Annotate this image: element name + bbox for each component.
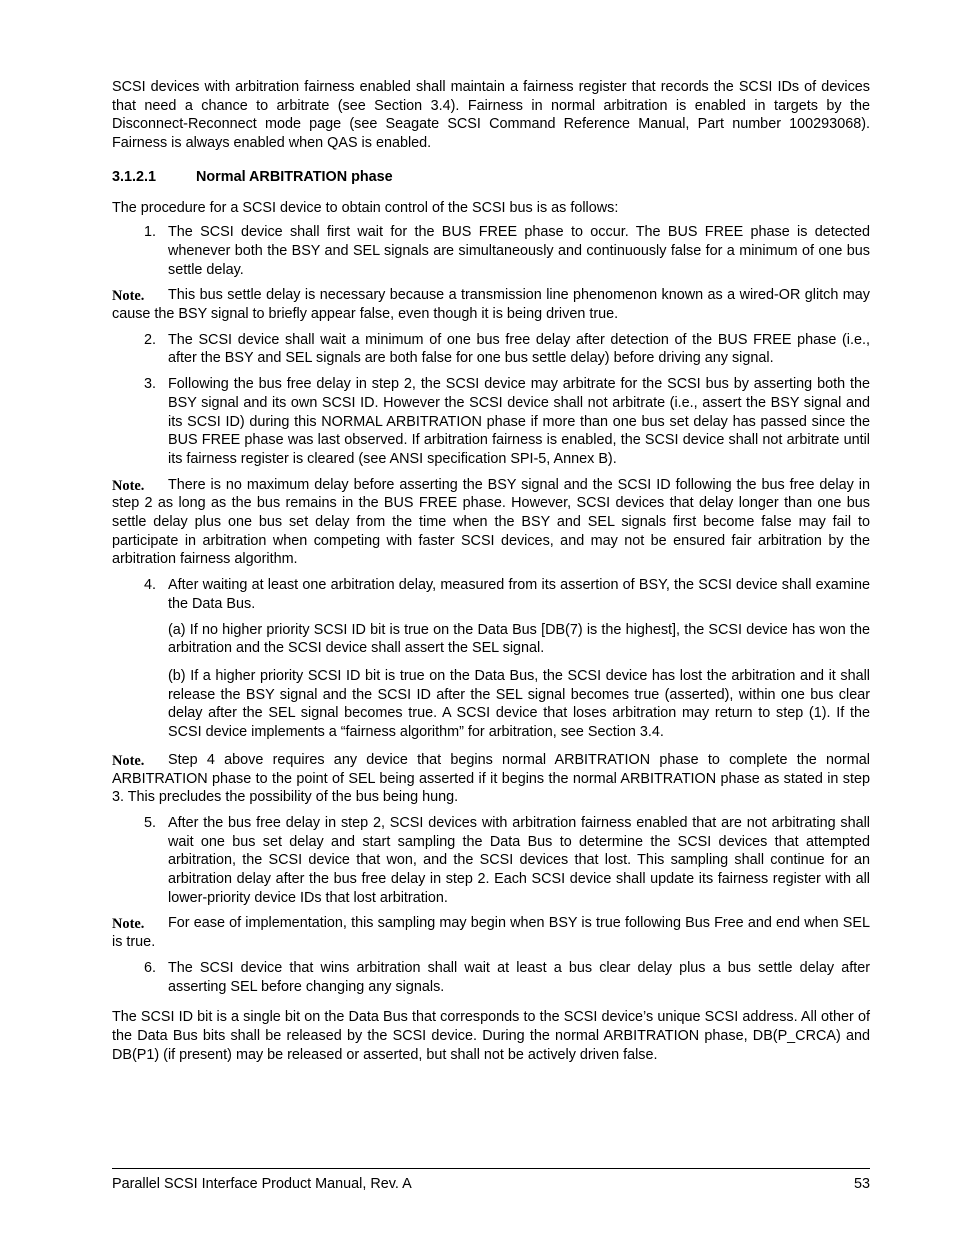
closing-paragraph: The SCSI ID bit is a single bit on the Data Bus that corresponds to the SCSI device’s unique SCSI address. All other of the Data Bus bits shall be released by the SCSI device. During the normal ARBITRATION phase, DB(P_CRCA) and DB(P1) (if present) may be released or asserted, but shall not be actively driven false.: [112, 1009, 870, 1063]
step-text: Following the bus free delay in step 2, the SCSI device may arbitrate for the SCSI bus by asserting both the BSY signal and its own SCSI ID. However the SCSI device shall not arbitrate (i.e., assert the BSY signal and its SCSI ID) during this NORMAL ARBITRATION phase if more than one bus set delay has passed since the BUS FREE phase was last observed. If arbitration fairness is enabled, the SCSI device shall not arbitrate until its fairness register is cleared (see ANSI specification SPI-5, Annex B).: [168, 376, 870, 467]
step-number: 6.: [144, 959, 157, 976]
note-label: Note.: [112, 752, 145, 769]
lead-paragraph: The procedure for a SCSI device to obtain control of the SCSI bus is as follows:: [112, 199, 619, 216]
step-number: 1.: [144, 224, 157, 241]
footer-divider: [112, 1168, 870, 1169]
step-text: After waiting at least one arbitration delay, measured from its assertion of BSY, the SCSI device shall examine the Data Bus.: [168, 577, 870, 612]
page-footer: [112, 1176, 870, 1192]
step-5: [112, 814, 870, 908]
page-number: 53: [853, 1176, 870, 1192]
step-number: 5.: [144, 814, 157, 831]
section-heading: [112, 168, 870, 187]
note-label: Note.: [112, 288, 145, 305]
step-number: 3.: [144, 376, 157, 393]
footer-title: Parallel SCSI Interface Product Manual, Rev. A: [112, 1176, 412, 1192]
step-text: The SCSI device shall wait a minimum of one bus free delay after detection of the BUS FREE phase (i.e., after the BSY and SEL signals are both false for one bus settle delay) before driving any signal.: [168, 331, 870, 367]
step-2: [112, 331, 870, 368]
note-text: Step 4 above requires any device that begins normal ARBITRATION phase to complete the normal ARBITRATION phase to the point of SEL being asserted if it begins the normal ARBITRATION phase as stated in step 3. This precludes the possibility of the bus being hung.: [112, 751, 870, 806]
step-4b: (b) If a higher priority SCSI ID bit is true on the Data Bus, the SCSI device has lost the arbitration and it shall release the BSY signal and the SCSI ID after the SEL signal becomes true (asserted), within one bus clear delay after the SEL signal becomes true. A SCSI device that loses arbitration may return to step (1). If the SCSI device implements a “fairness algorithm” for arbitration, see Section 3.4.: [168, 667, 870, 741]
note-2: [112, 476, 870, 570]
step-3: [112, 375, 870, 469]
step-number: 2.: [144, 331, 157, 348]
note-text: For ease of implementation, this sampling may begin when BSY is true following Bus Free and end when SEL is true.: [112, 915, 870, 951]
document-body: [112, 78, 870, 1064]
note-text: There is no maximum delay before asserting the BSY signal and the SCSI ID following the bus free delay in step 2 as long as the bus remains in the BUS FREE phase. However, SCSI devices that delay longer than one bus settle delay plus one bus set delay from the time when the BSY and SEL signals first become false may fail to participate in arbitration when competing with faster SCSI devices, and may not be ensured fair arbitration by the arbitration fairness algorithm.: [112, 476, 870, 568]
section-number: 3.1.2.1: [112, 168, 157, 185]
note-4: [112, 914, 870, 951]
step-text: The SCSI device that wins arbitration shall wait at least a bus clear delay plus a bus settle delay after asserting SEL before changing any signals.: [168, 959, 870, 995]
step-text: After the bus free delay in step 2, SCSI devices with arbitration fairness enabled that are not arbitrating shall wait one bus set delay and start sampling the Data Bus to determine the SCSI devices that attempted arbitration, the SCSI device that won, and the SCSI devices that lost. This sampling shall continue for an arbitration delay after the bus free delay in step 2. Each SCSI device shall update its fairness register with all lower-priority device IDs that lost arbitration.: [168, 814, 870, 906]
step-6: [112, 959, 870, 996]
step-4a: (a) If no higher priority SCSI ID bit is true on the Data Bus [DB(7) is the highest], the SCSI device has won the arbitration and the SCSI device shall assert the SEL signal.: [168, 621, 870, 657]
section-title: Normal ARBITRATION phase: [196, 168, 393, 185]
note-label: Note.: [112, 477, 145, 494]
step-4: [112, 576, 870, 613]
step-1: [112, 223, 870, 279]
note-label: Note.: [112, 916, 145, 933]
note-text: This bus settle delay is necessary because a transmission line phenomenon known as a wired-OR glitch may cause the BSY signal to briefly appear false, even though it is being driven true.: [112, 287, 870, 323]
note-1: [112, 286, 870, 323]
step-text: The SCSI device shall first wait for the BUS FREE phase to occur. The BUS FREE phase is detected whenever both the BSY and SEL signals are simultaneously and continuously false for a minimum of one bus settle delay.: [168, 224, 870, 278]
step-number: 4.: [144, 577, 157, 594]
note-3: [112, 751, 870, 807]
intro-paragraph: SCSI devices with arbitration fairness enabled shall maintain a fairness register that records the SCSI IDs of devices that need a chance to arbitrate (see Section 3.4). Fairness in normal arbitration is enabled in targets by the Disconnect-Reconnect mode page (see Seagate SCSI Command Reference Manual, Part number 100293068). Fairness is always enabled when QAS is enabled.: [112, 79, 870, 152]
